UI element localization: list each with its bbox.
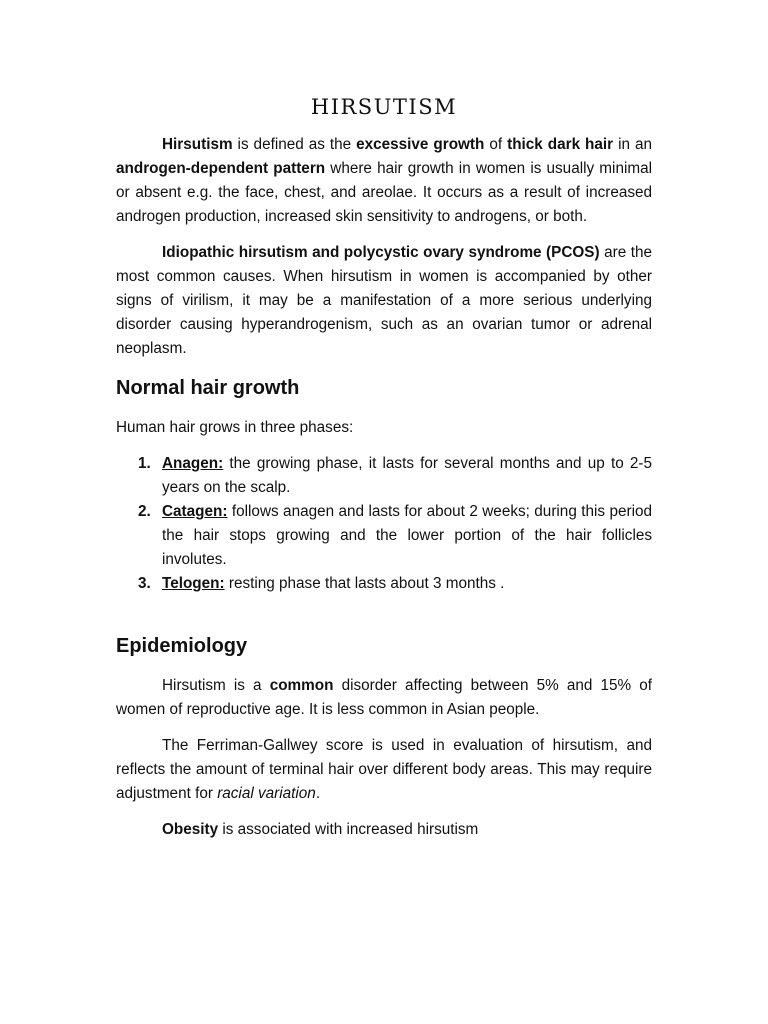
document-title: HIRSUTISM bbox=[310, 95, 458, 119]
emphasis-excessive-growth: excessive growth bbox=[356, 136, 485, 153]
emphasis-obesity: Obesity bbox=[162, 821, 219, 838]
section-heading-normal-hair-growth: Normal hair growth bbox=[116, 377, 300, 399]
prevalence-paragraph: Hirsutism is a common disorder affecting between 5% and 15% of women of reproductive age. It is less common in Asian people. bbox=[116, 677, 652, 718]
list-number: 3. bbox=[138, 575, 151, 592]
list-item-catagen bbox=[116, 500, 652, 572]
list-item-anagen bbox=[116, 452, 652, 500]
list-number: 1. bbox=[138, 455, 151, 472]
list-number: 2. bbox=[138, 503, 151, 520]
phase-term: Anagen: bbox=[162, 455, 224, 472]
phase-description: follows anagen and lasts for about 2 weeks; during this period the hair stops growing and the lower portion of the hair follicles involutes. bbox=[162, 503, 652, 568]
list-item-telogen bbox=[116, 572, 652, 596]
emphasis-thick-dark-hair: thick dark hair bbox=[507, 136, 614, 153]
hair-phases-list bbox=[116, 452, 652, 596]
phase-description: resting phase that lasts about 3 months . bbox=[224, 575, 505, 592]
ferriman-gallwey-paragraph: The Ferriman-Gallwey score is used in evaluation of hirsutism, and reflects the amount of terminal hair over different body areas. This may require adjustment for racial variation. bbox=[116, 737, 652, 802]
phase-term: Telogen: bbox=[162, 575, 225, 592]
phases-intro: Human hair grows in three phases: bbox=[116, 419, 354, 436]
term-hirsutism: Hirsutism bbox=[162, 136, 233, 153]
causes-paragraph: Idiopathic hirsutism and polycystic ovary syndrome (PCOS) are the most common causes. When hirsutism in women is accompanied by other signs of virilism, it may be a manifestation of a more serious underlying disorder causing hyperandrogenism, such as an ovarian tumor or adrenal neoplasm. bbox=[116, 244, 652, 357]
emphasis-common-causes: Idiopathic hirsutism and polycystic ovary syndrome (PCOS) bbox=[162, 244, 600, 261]
emphasis-androgen-pattern: androgen-dependent pattern bbox=[116, 160, 326, 177]
phase-description: the growing phase, it lasts for several months and up to 2-5 years on the scalp. bbox=[162, 455, 652, 496]
emphasis-racial-variation: racial variation bbox=[217, 785, 316, 802]
emphasis-common: common bbox=[269, 677, 334, 694]
obesity-paragraph: Obesity is associated with increased hirsutism bbox=[162, 821, 479, 838]
phase-term: Catagen: bbox=[162, 503, 228, 520]
definition-paragraph: Hirsutism is defined as the excessive growth of thick dark hair in an androgen-dependent pattern where hair growth in women is usually minimal or absent e.g. the face, chest, and areolae. It occurs as a result of increased androgen production, increased skin sensitivity to androgens, or both. bbox=[116, 136, 652, 225]
document-page bbox=[116, 0, 652, 842]
section-heading-epidemiology: Epidemiology bbox=[116, 635, 248, 657]
